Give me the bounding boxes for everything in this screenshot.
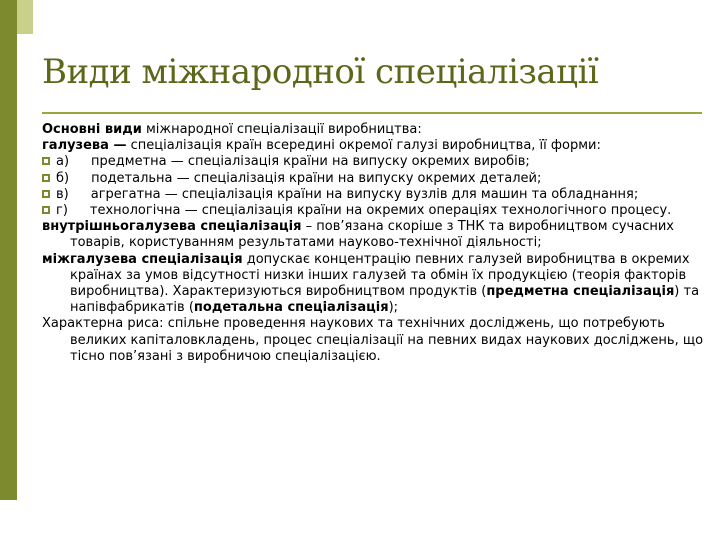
intra-industry-bold: внутрішньогалузева спеціалізація [42, 219, 302, 235]
bullet-label: в) [56, 186, 69, 202]
intro-bold: Основні види [42, 122, 142, 137]
intra-industry-paragraph [42, 219, 710, 251]
list-item [42, 171, 710, 187]
slide-title: Види міжнародної спеціалізації [42, 52, 599, 92]
inter-industry-text-3: ); [388, 300, 399, 316]
top-accent-block [17, 0, 33, 34]
square-bullet-icon [42, 174, 50, 182]
left-band-gap [0, 500, 17, 540]
inter-industry-bold-2: предметна спеціалізація [486, 284, 675, 300]
square-bullet-icon [42, 206, 50, 214]
sectoral-text: спеціалізація країн всередині окремої галузі виробництва, її форми: [126, 138, 601, 154]
inter-industry-text-1: допускає концентрацію певних галузей виробництва в окремих країнах за умов відсутності низки інших галузей та обмін їх продукцією (теорія факторів виробництва). Характеризуються виробництвом продуктів ( [70, 251, 690, 300]
bullet-text: подетальна — спеціалізація країни на випуску окремих деталей; [91, 170, 542, 186]
bullet-label: б) [56, 170, 70, 186]
inter-industry-bold: міжгалузева спеціалізація [42, 251, 243, 267]
intro-text: міжнародної спеціалізації виробництва: [141, 122, 422, 137]
intra-industry-text: – пов’язана скоріше з ТНК та виробництвом сучасних товарів, користуванням результатами науково-технічної діяльності; [70, 219, 674, 251]
sectoral-paragraph [42, 138, 710, 154]
bullet-label: а) [56, 154, 70, 170]
bullet-text: предметна — спеціалізація країни на випуску окремих виробів; [91, 154, 530, 170]
sectoral-bold: галузева — [42, 138, 127, 154]
characteristic-paragraph: Характерна риса: спільне проведення наукових та технічних досліджень, що потребують великих капіталовкладень, процес спеціалізації на певних видах наукових досліджень, що тісно пов’язані з виробничою спеціалізацією. [42, 316, 704, 364]
left-accent-band [0, 0, 17, 540]
intro-paragraph [42, 122, 710, 138]
inter-industry-bold-3: подетальна спеціалізація [193, 300, 389, 316]
title-underline [42, 112, 702, 114]
list-item [42, 203, 710, 219]
inter-industry-text-2: ) та напівфабрикатів ( [70, 284, 700, 316]
list-item [42, 154, 710, 170]
bullet-label: г) [56, 203, 68, 219]
bullet-text: технологічна — спеціалізація країни на окремих операціях технологічного процесу. [89, 203, 672, 219]
square-bullet-icon [42, 190, 50, 198]
list-item [42, 187, 710, 203]
square-bullet-icon [42, 157, 50, 165]
bullet-text: агрегатна — спеціалізація країни на випуску вузлів для машин та обладнання; [90, 186, 639, 202]
inter-industry-paragraph [42, 252, 710, 317]
slide-body [42, 122, 710, 365]
